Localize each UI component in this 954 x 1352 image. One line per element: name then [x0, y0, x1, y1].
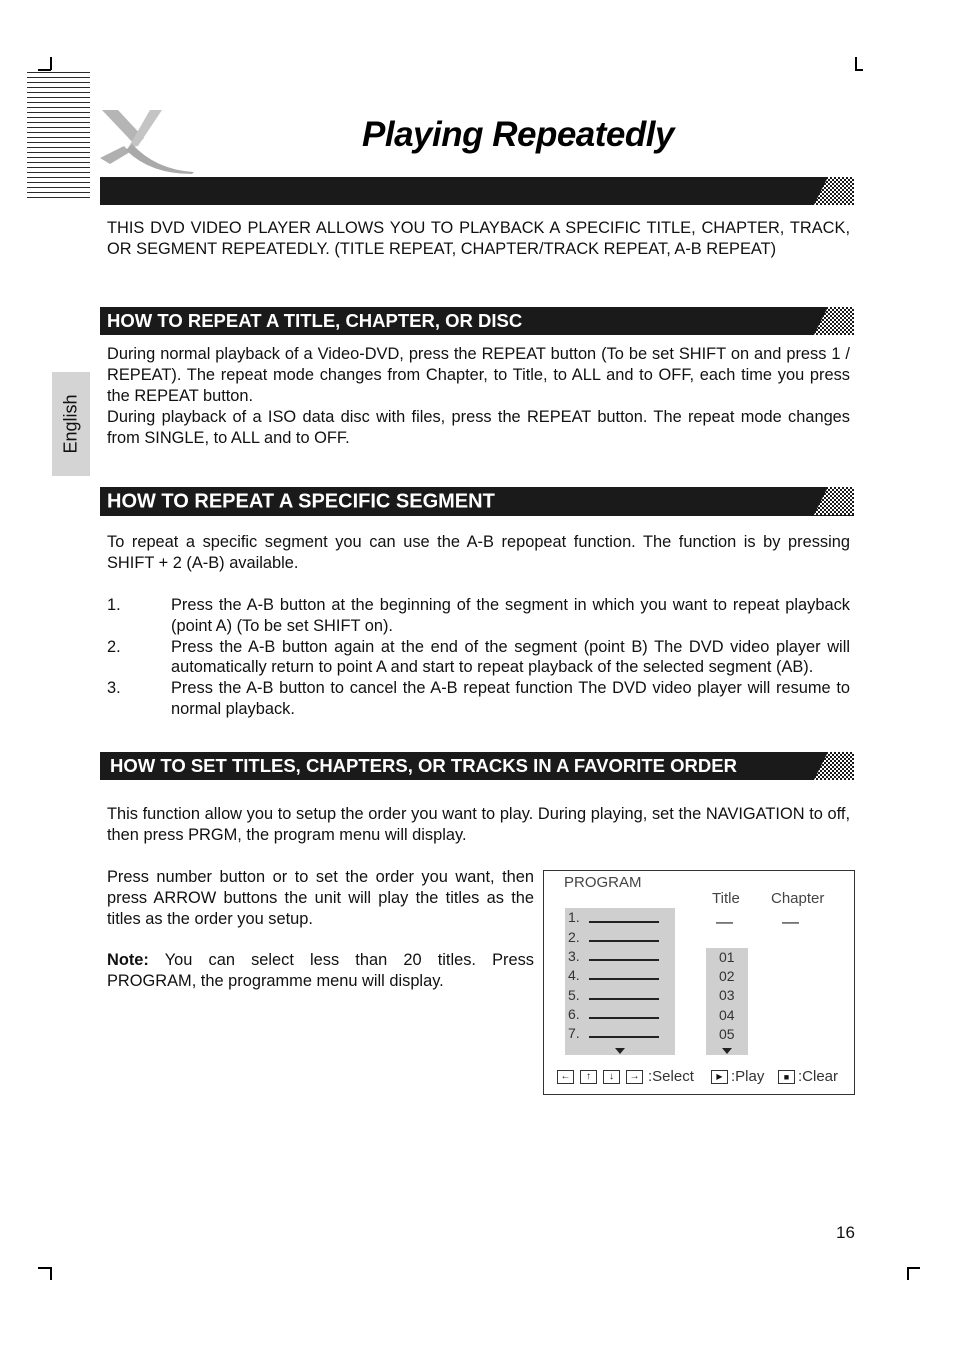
step-number: 2.	[107, 637, 121, 656]
language-label: English	[60, 394, 81, 454]
arrow-up-key-icon: ↑	[580, 1070, 597, 1084]
program-row-line	[589, 940, 659, 942]
title-number: 04	[719, 1007, 735, 1023]
section1-paragraph-1: During normal playback of a Video-DVD, press the REPEAT button (To be set SHIFT on and press 1 / REPEAT). The repeat mode changes from Chapter, to Title, to ALL and to OFF, each time you press the REPEAT button.	[107, 345, 850, 405]
section2-paragraph: To repeat a specific segment you can use the A-B repopeat function. The function is by pressing SHIFT + 2 (A-B) available.	[107, 533, 850, 572]
title-number: 01	[719, 949, 735, 965]
section3-paragraph: This function allow you to setup the order you want to play. During playing, set the NAVIGATION to off, then press PRGM, the program menu will display.	[107, 805, 850, 844]
list-item	[107, 678, 850, 720]
hatch-pattern	[814, 307, 854, 335]
step-text: Press the A-B button to cancel the A-B repeat function The DVD video player will resume to normal playback.	[171, 679, 850, 718]
note-text: You can select less than 20 titles. Press PROGRAM, the programme menu will display.	[107, 951, 534, 990]
hatch-pattern	[814, 177, 854, 205]
page-number: 16	[836, 1223, 855, 1242]
program-row-line	[589, 998, 659, 1000]
hatch-pattern	[814, 752, 854, 780]
program-row-line	[589, 921, 659, 923]
language-tab	[52, 372, 90, 476]
intro-paragraph: THIS DVD VIDEO PLAYER ALLOWS YOU TO PLAYBACK A SPECIFIC TITLE, CHAPTER, TRACK, OR SEGMENT REPEATEDLY. (TITLE REPEAT, CHAPTER/TRACK REPEAT, A-B REPEAT)	[107, 219, 850, 258]
arrow-left-key-icon: ←	[557, 1070, 574, 1084]
title-dash: —	[716, 912, 733, 931]
step-number: 3.	[107, 679, 121, 698]
decorative-stripes	[27, 72, 90, 199]
section-heading-text: HOW TO SET TITLES, CHAPTERS, OR TRACKS IN A FAVORITE ORDER	[110, 755, 737, 776]
program-menu-title: PROGRAM	[564, 874, 642, 891]
footer-select-label: :Select	[648, 1068, 694, 1085]
list-item	[107, 637, 850, 679]
program-menu-figure	[543, 870, 855, 1095]
section-heading-text: HOW TO REPEAT A TITLE, CHAPTER, OR DISC	[107, 310, 523, 331]
crop-mark-top-right	[855, 69, 863, 71]
hatch-pattern	[814, 487, 854, 515]
list-item	[107, 595, 850, 637]
play-key-icon: ▶	[711, 1070, 728, 1084]
title-column-header: Title	[712, 890, 740, 907]
title-number: 05	[719, 1026, 735, 1042]
crop-mark-top-left	[50, 57, 52, 70]
footer-play-label: :Play	[731, 1068, 765, 1085]
section-heading-favorite-order	[100, 752, 854, 780]
header-bar	[100, 177, 854, 205]
arrow-right-key-icon: →	[626, 1070, 643, 1084]
program-row: 7.	[568, 1025, 580, 1041]
step-number: 1.	[107, 596, 121, 614]
program-row: 4.	[568, 967, 580, 983]
program-row-line	[589, 1036, 659, 1038]
note-paragraph	[107, 950, 534, 992]
crop-mark-bottom-left	[50, 1267, 52, 1280]
brand-logo-icon	[98, 108, 196, 176]
section-heading-repeat-title	[100, 307, 854, 335]
program-row: 2.	[568, 929, 580, 945]
crop-mark-bottom-right	[907, 1267, 920, 1269]
program-row: 3.	[568, 948, 580, 964]
step-text: Press the A-B button at the beginning of the segment in which you want to repeat playback (point A) (To be set SHIFT on).	[171, 596, 850, 635]
program-row: 6.	[568, 1006, 580, 1022]
crop-mark-bottom-right	[907, 1267, 909, 1280]
note-label: Note:	[107, 951, 149, 969]
scroll-down-arrow-icon	[722, 1048, 732, 1054]
program-row-line	[589, 1017, 659, 1019]
section-heading-repeat-segment	[100, 487, 854, 516]
section1-paragraph-2: During playback of a ISO data disc with files, press the REPEAT button. The repeat mode changes from SINGLE, to ALL and to OFF.	[107, 408, 850, 447]
section-heading-text: HOW TO REPEAT A SPECIFIC SEGMENT	[107, 490, 495, 512]
footer-clear-label: :Clear	[798, 1068, 839, 1085]
press-instructions: Press number button or to set the order you want, then press ARROW buttons the unit will play the titles as the titles as the order you setup.	[107, 868, 534, 928]
steps-list	[107, 595, 850, 720]
chapter-column-header: Chapter	[771, 890, 825, 907]
program-row-line	[589, 978, 659, 980]
scroll-down-arrow-icon	[615, 1048, 625, 1054]
title-number: 03	[719, 987, 735, 1003]
page-title: Playing Repeatedly	[362, 115, 674, 154]
arrow-down-key-icon: ↓	[603, 1070, 620, 1084]
program-row: 1.	[568, 909, 580, 925]
title-number: 02	[719, 968, 735, 984]
step-text: Press the A-B button again at the end of the segment (point B) The DVD video player will automatically return to point A and start to repeat playback of the selected segment (AB).	[171, 637, 850, 677]
chapter-dash: —	[782, 912, 799, 931]
stop-key-icon: ■	[778, 1070, 795, 1084]
program-row: 5.	[568, 987, 580, 1003]
program-row-line	[589, 959, 659, 961]
program-list-panel	[565, 908, 675, 1055]
